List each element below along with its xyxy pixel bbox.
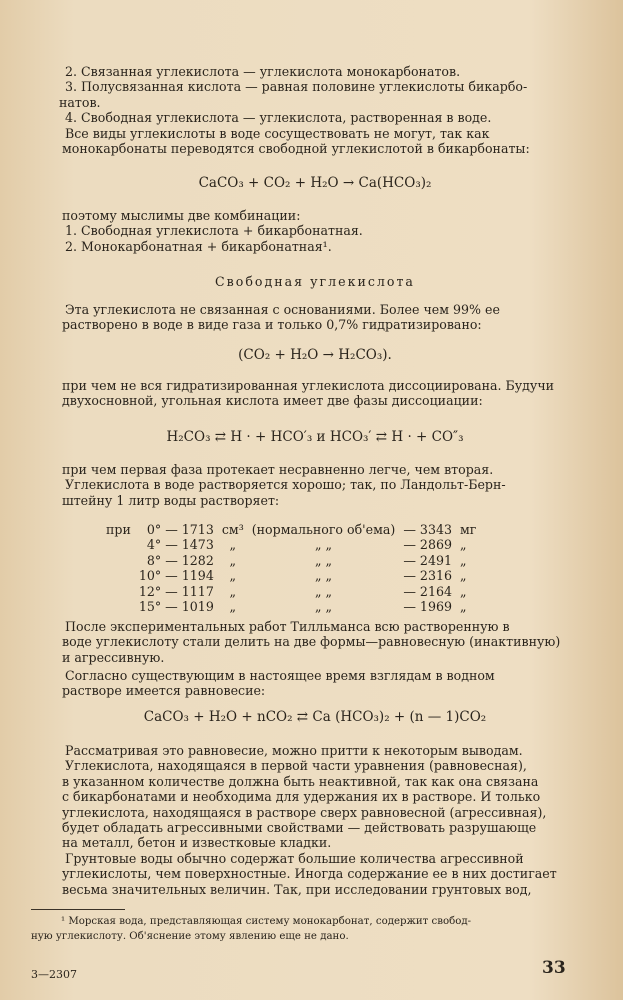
page-number: 33 (542, 958, 566, 978)
text-line: углекислоты, чем поверхностные. Иногда содержание ее в них достигает (62, 866, 557, 882)
text-line: Все виды углекислоты в воде сосуществовать не могут, так как (65, 126, 490, 141)
table-cell-temp: 4° — 1473 (146, 537, 214, 553)
text-line: Углекислота в воде растворяется хорошо; так, по Ландольт-Берн- (65, 477, 506, 493)
section-heading: Свободная углекислота (215, 274, 415, 289)
table-cell-val: — 2869 (403, 537, 452, 553)
formula-equilibrium: CaCO₃ + H₂O + nCO₂ ⇄ Ca (HCO₃)₂ + (n — 1)CO₂ (143, 709, 487, 725)
table-cell-desc: (нормального об'ема) (251, 522, 396, 537)
formula-dissociation: H₂CO₃ ⇄ H · + HCO′₃ и HCO₃′ ⇄ H · + CO″₃ (166, 429, 464, 445)
carbonic-acid-types-list (59, 64, 568, 126)
text-line: на металл, бетон и известковые кладки. (62, 835, 332, 851)
table-cell-temp: 0° — 1713 (146, 522, 214, 537)
list-item: 1. Свободная углекислота + бикарбонатная. (65, 223, 363, 239)
table-cell-u2: „ (459, 537, 467, 553)
text-line: с бикарбонатами и необходима для удержания их в растворе. И только (62, 789, 541, 805)
solubility-data-table (102, 522, 480, 614)
list-item: 3. Полусвязанная кислота — равная половине углекислоты бикарбо- (65, 79, 528, 95)
table-cell-desc: „ „ (315, 552, 333, 568)
text-line: воде углекислоту стали делить на две формы—равновесную (инактивную) (62, 634, 561, 650)
paragraph-tillmans (62, 619, 568, 665)
table-cell-desc: „ „ (315, 568, 333, 584)
table-row (102, 568, 480, 583)
text-line: Грунтовые воды обычно содержат большие количества агрессивной (65, 850, 524, 866)
table-cell-u2: „ (459, 583, 467, 599)
list-item: натов. (59, 94, 101, 110)
table-cell-unit: см³ (221, 522, 244, 537)
text-line: Рассматривая это равновесие, можно притти к некоторым выводам. (65, 743, 523, 758)
table-cell-unit: „ (229, 552, 237, 568)
table-cell-unit: „ (229, 537, 237, 553)
list-item: 4. Свободная углекислота — углекислота, растворенная в воде. (65, 110, 492, 126)
paragraph-conclusions (62, 743, 568, 897)
table-cell-temp: 10° — 1194 (138, 568, 214, 584)
table-cell-prefix (102, 537, 135, 552)
list-item: 2. Связанная углекислота — углекислота монокарбонатов. (65, 64, 461, 79)
list-item: 2. Монокарбонатная + бикарбонатная¹. (65, 238, 332, 254)
footnote-line: ¹ Морская вода, представляющая систему монокарбонат, содержит свобод- (61, 916, 472, 927)
text-line: при чем не вся гидратизированная углекислота диссоциирована. Будучи (62, 378, 555, 393)
text-line: углекислота, находящаяся в растворе сверх равновесной (агрессивная), (62, 804, 547, 820)
table-cell-unit: „ (229, 583, 237, 599)
footnote (31, 914, 567, 944)
table-cell-desc: „ „ (315, 599, 333, 615)
text-line: штейну 1 литр воды растворяет: (62, 492, 280, 508)
table-row (102, 537, 480, 552)
table-cell-val: — 2491 (403, 552, 452, 568)
table-cell-prefix (102, 568, 135, 583)
paragraph-coexistence (62, 126, 568, 157)
text-line: После экспериментальных работ Тилльманса всю растворенную в (65, 619, 510, 634)
text-line: и агрессивную. (62, 649, 165, 665)
text-line: растворе имеется равновесие: (62, 683, 266, 699)
paragraph-dissociation (62, 378, 568, 409)
solubility-table (62, 522, 568, 614)
table-cell-prefix (102, 553, 135, 568)
table-cell-prefix (102, 584, 135, 599)
paragraph-equilibrium (62, 668, 568, 699)
text-line: монокарбонаты переводятся свободной углекислотой в бикарбонаты: (62, 141, 530, 157)
text-line: в указанном количестве должна быть неактивной, так как она связана (62, 773, 539, 789)
table-cell-unit: „ (229, 568, 237, 584)
table-cell-temp: 8° — 1282 (146, 552, 214, 568)
text-line: при чем первая фаза протекает несравненно легче, чем вторая. (62, 462, 494, 477)
text-line: Углекислота, находящаяся в первой части уравнения (равновесная), (65, 758, 527, 774)
table-cell-unit: „ (229, 599, 237, 615)
table-cell-val: — 1969 (403, 599, 452, 615)
text-line: растворено в воде в виде газа и только 0,7% гидратизировано: (62, 317, 482, 333)
table-cell-prefix (102, 599, 135, 614)
text-line: двухосновной, угольная кислота имеет две фазы диссоциации: (62, 393, 483, 409)
paragraph-free-co2 (62, 302, 568, 333)
table-cell-temp: 12° — 1117 (138, 583, 214, 599)
text-line: весьма значительных величин. Так, при исследовании грунтовых вод, (62, 881, 532, 897)
paragraph-solubility (62, 462, 568, 508)
table-cell-val: — 2316 (403, 568, 452, 584)
table-cell-u2: „ (459, 552, 467, 568)
formula-hydration: (CO₂ + H₂O → H₂CO₃). (238, 347, 392, 363)
table-cell-temp: 15° — 1019 (138, 599, 214, 615)
table-row (102, 599, 480, 614)
text-line: Согласно существующим в настоящее время взглядам в водном (65, 668, 495, 683)
table-cell-val: — 3343 (403, 522, 452, 537)
text-line: Эта углекислота не связанная с основаниями. Более чем 99% ее (65, 302, 500, 317)
table-row (102, 553, 480, 568)
table-row (102, 522, 480, 537)
table-cell-val: — 2164 (403, 583, 452, 599)
formula-bicarbonate: CaCO₃ + CO₂ + H₂O → Ca(HCO₃)₂ (198, 175, 432, 191)
footnote-line: ную углекислоту. Об'яснение этому явлению еще не дано. (31, 931, 349, 942)
text-line: поэтому мыслимы две комбинации: (62, 208, 301, 223)
print-signature: 3—2307 (31, 968, 77, 981)
paragraph-combinations (62, 208, 568, 254)
table-row (102, 584, 480, 599)
table-cell-desc: „ „ (315, 537, 333, 553)
table-cell-desc: „ „ (315, 583, 333, 599)
text-line: будет обладать агрессивными свойствами — действовать разрушающе (62, 820, 537, 836)
footnote-divider (31, 909, 125, 910)
table-cell-prefix: при (106, 522, 131, 537)
table-cell-u2: „ (459, 568, 467, 584)
table-cell-u2: мг (459, 522, 477, 537)
table-cell-u2: „ (459, 599, 467, 615)
